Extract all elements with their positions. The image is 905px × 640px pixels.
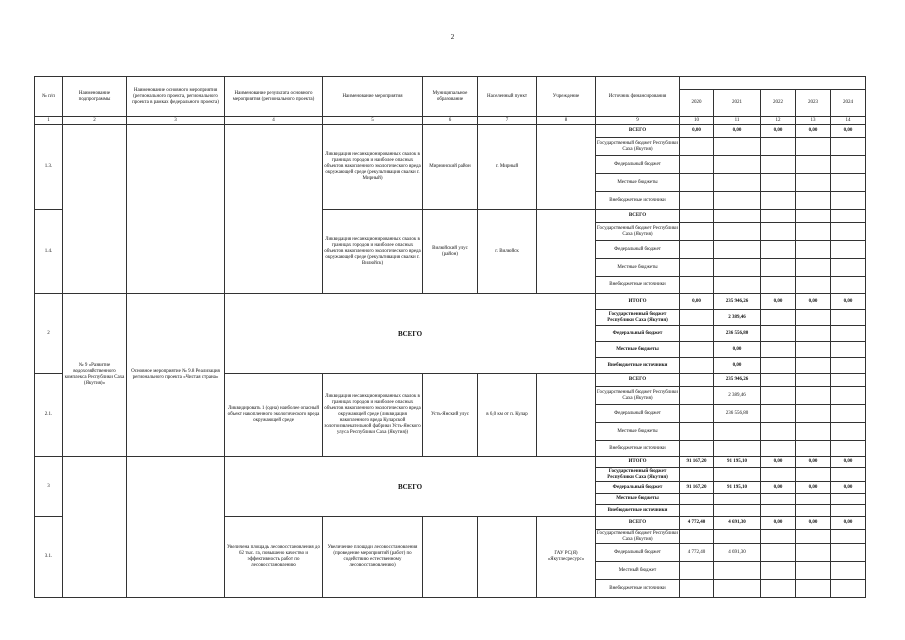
value-cell: 2 389,46 <box>714 310 761 326</box>
col-number: 8 <box>537 117 596 125</box>
section-total-label: ВСЕГО <box>225 457 596 517</box>
value-cell: 0,00 <box>796 457 831 468</box>
header-program: Наименование подпрограммы <box>63 77 127 117</box>
value-cell: 0,00 <box>796 125 831 138</box>
source-federal: Федеральный бюджет <box>596 326 680 342</box>
event-cell: Увеличение площади лесовосстановления (проведение мероприятий (работ) по содействию естественному лесовосстановлению) <box>323 517 423 598</box>
source-extra: Внебюджетные источники <box>596 580 680 598</box>
col-number: 5 <box>323 117 423 125</box>
value-cell: 4 691,30 <box>714 517 761 530</box>
settlement-cell: в 6,0 км от п. Кулар <box>478 374 537 457</box>
agency-cell <box>537 125 596 210</box>
source-extra: Внебюджетные источники <box>596 192 680 210</box>
value-cell: 0,00 <box>831 482 866 494</box>
agency-cell <box>537 374 596 457</box>
value-cell: 4 772,40 <box>680 517 714 530</box>
event-cell: Ликвидация несанкционированных свалок в границах городов и наиболее опасных объектов накопленного экологического вреда окружающей среде (рекультивация свалки г. Мирный) <box>323 125 423 210</box>
value-cell: 0,00 <box>761 125 796 138</box>
source-local: Местные бюджеты <box>596 259 680 277</box>
section-total-label: ВСЕГО <box>225 294 596 374</box>
col-number: 4 <box>225 117 323 125</box>
header-event: Наименование мероприятия <box>323 77 423 117</box>
col-number: 3 <box>127 117 225 125</box>
value-cell: 0,00 <box>714 342 761 358</box>
value-cell: 236 556,80 <box>714 405 761 423</box>
source-local: Местные бюджеты <box>596 174 680 192</box>
municipal-cell <box>423 517 478 598</box>
col-number: 12 <box>761 117 796 125</box>
header-source: Источник финансирования <box>596 77 680 117</box>
source-local: Местные бюджеты <box>596 494 680 505</box>
source-federal: Федеральный бюджет <box>596 405 680 423</box>
municipal-cell: Вилюйский улус (район) <box>423 210 478 294</box>
financing-table <box>34 76 866 598</box>
row-num: 2.1. <box>35 374 63 457</box>
program-cell: № 9 «Развитие водохозяйственного комплекса Республики Саха (Якутия)» <box>63 294 127 457</box>
source-state: Государственный бюджет Республики Саха (Якутия) <box>596 223 680 241</box>
event-cell: Ликвидация несанкционированных свалок в границах городов и наиболее опасных объектов накопленного экологического вреда окружающей среде (рекультивация свалки г. Вилюйск) <box>323 210 423 294</box>
col-number: 10 <box>680 117 714 125</box>
header-year: 2024 <box>831 90 866 117</box>
event-cell: Ликвидация несанкционированных свалок в границах городов и наиболее опасных объектов накопленного экологического вреда окружающей среде (ликвидация накопленного вреда Куларской золотоизвлекательной фабрики Усть-Янского улуса Республики Саха (Якутия)) <box>323 374 423 457</box>
result-cell: Ликвидировать 1 (одна) наиболее опасный объект накопленного экологического вреда окружающей среде <box>225 374 323 457</box>
value-cell: 0,00 <box>796 482 831 494</box>
value-cell: 4 772,40 <box>680 544 714 562</box>
source-total: ВСЕГО <box>596 210 680 223</box>
col-number: 1 <box>35 117 63 125</box>
source-total: ВСЕГО <box>596 517 680 530</box>
value-cell: 0,00 <box>831 457 866 468</box>
project-cell <box>127 457 225 598</box>
source-state: Государственный бюджет Республики Саха (Якутия) <box>597 530 678 542</box>
source-total: ВСЕГО <box>596 125 680 138</box>
program-cell <box>63 125 127 294</box>
source-state: Государственный бюджет Республики Саха (Якутия) <box>596 138 680 156</box>
settlement-cell: г. Вилюйск <box>478 210 537 294</box>
col-number: 9 <box>596 117 680 125</box>
source-local: Местные бюджеты <box>596 342 680 358</box>
municipal-cell: Усть-Янский улус <box>423 374 478 457</box>
col-number: 6 <box>423 117 478 125</box>
source-extra: Внебюджетные источники <box>596 441 680 457</box>
value-cell: 0,00 <box>761 517 796 530</box>
value-cell: 0,00 <box>680 125 714 138</box>
source-local: Местный бюджет <box>596 562 680 580</box>
col-number: 14 <box>831 117 866 125</box>
source-state: Государственный бюджет Республики Саха (Якутия) <box>596 468 680 482</box>
source-extra: Внебюджетные источники <box>596 358 680 374</box>
value-cell: 0,00 <box>796 294 831 310</box>
source-total: ВСЕГО <box>596 374 680 387</box>
value-cell: 91 167,20 <box>680 482 714 494</box>
source-state: Государственный бюджет Республики Саха (Якутия) <box>596 310 680 326</box>
value-cell: 235 946,26 <box>714 374 761 387</box>
source-federal: Федеральный бюджет <box>596 241 680 259</box>
value-cell: 236 556,80 <box>714 326 761 342</box>
col-number: 13 <box>796 117 831 125</box>
source-local: Местные бюджеты <box>596 423 680 441</box>
value-cell: 91 167,20 <box>680 457 714 468</box>
settlement-cell: г. Мирный <box>478 125 537 210</box>
value-cell: 0,00 <box>831 125 866 138</box>
source-federal: Федеральный бюджет <box>596 544 680 562</box>
source-federal: Федеральный бюджет <box>596 482 680 494</box>
header-project: Наименование основного мероприятия (регионального проекта, регионального проекта в рамках федерального проекта) <box>127 77 225 117</box>
source-extra: Внебюджетные источники <box>596 505 680 517</box>
value-cell: 0,00 <box>680 294 714 310</box>
row-num: 1.4. <box>35 210 63 294</box>
source-total: ИТОГО <box>596 457 680 468</box>
project-cell: Основное мероприятие № 9.8 Реализация регионального проекта «Чистая страна» <box>127 294 225 457</box>
header-year: 2023 <box>796 90 831 117</box>
header-num: № п/п <box>35 77 63 117</box>
value-cell: 4 691,30 <box>714 544 761 562</box>
value-cell: 91 195,10 <box>714 482 761 494</box>
row-num: 1.3. <box>35 125 63 210</box>
value-cell: 0,00 <box>761 294 796 310</box>
value-cell: 0,00 <box>714 125 761 138</box>
header-municipal: Муниципальное образование <box>423 77 478 117</box>
header-year: 2021 <box>714 90 761 117</box>
col-number: 11 <box>714 117 761 125</box>
value-cell: 0,00 <box>831 294 866 310</box>
value-cell: 0,00 <box>714 358 761 374</box>
row-num: 2 <box>35 294 63 374</box>
header-years-group <box>680 77 866 90</box>
project-cell <box>127 125 225 294</box>
col-number: 7 <box>478 117 537 125</box>
value-cell: 0,00 <box>761 457 796 468</box>
header-year: 2020 <box>680 90 714 117</box>
value-cell: 0,00 <box>761 482 796 494</box>
header-agency: Учреждение <box>537 77 596 117</box>
value-cell: 2 389,46 <box>714 387 761 405</box>
row-num: 3.1. <box>35 517 63 598</box>
agency-cell: ГАУ РС(Я) «Якутлесресурс» <box>537 517 596 598</box>
col-number: 2 <box>63 117 127 125</box>
source-federal: Федеральный бюджет <box>596 156 680 174</box>
source-extra: Внебюджетные источники <box>596 277 680 294</box>
value-cell: 91 195,10 <box>714 457 761 468</box>
value-cell: 235 946,26 <box>714 294 761 310</box>
header-settlement: Населенный пункт <box>478 77 537 117</box>
result-cell: Увеличена площадь лесовосстановления до 62 тыс. га, повышено качество и эффективность работ по лесовосстановлению <box>225 517 323 598</box>
header-year: 2022 <box>761 90 796 117</box>
source-state: Государственный бюджет Республики Саха (Якутия) <box>596 387 680 405</box>
settlement-cell <box>478 517 537 598</box>
result-cell <box>225 125 323 294</box>
page-number: 2 <box>450 33 455 41</box>
program-cell <box>63 457 127 598</box>
header-result: Наименование результата основного мероприятия (регионального проекта) <box>225 77 323 117</box>
agency-cell <box>537 210 596 294</box>
source-total: ИТОГО <box>596 294 680 310</box>
value-cell: 0,00 <box>831 517 866 530</box>
municipal-cell: Мирнинский район <box>423 125 478 210</box>
row-num: 3 <box>35 457 63 517</box>
value-cell: 0,00 <box>796 517 831 530</box>
